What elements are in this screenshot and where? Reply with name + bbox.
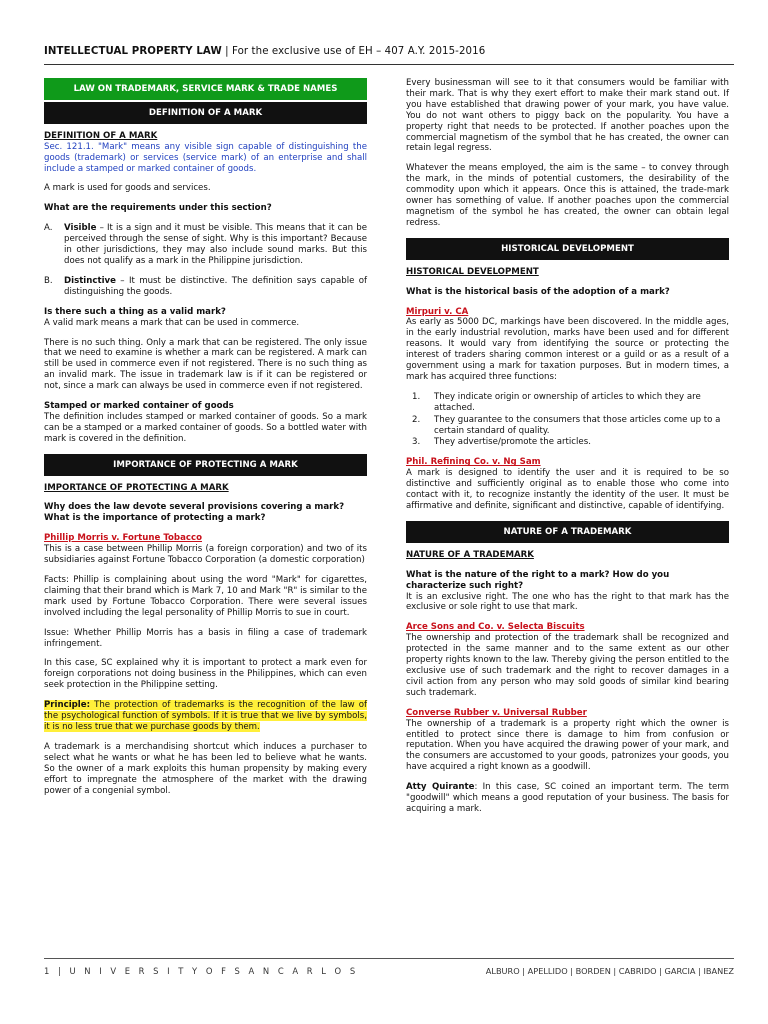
law-provision: Sec. 121.1. "Mark" means any visible sign capable of distinguishing the goods (trademark) or services (service mark) of an enterprise and shall include a stamped or marked container of goods. [44, 141, 367, 174]
list-text: They indicate origin or ownership of articles to which they are attached. [434, 391, 701, 413]
list-item [44, 276, 367, 298]
main-banner: LAW ON TRADEMARK, SERVICE MARK & TRADE NAMES [44, 78, 367, 100]
list-text: They guarantee to the consumers that those articles come up to a certain standard of quality. [434, 414, 721, 436]
paragraph: In this case, SC explained why it is important to protect a mark even for foreign corporations not doing business in the Philippines, which can even seek protection in the Philippine setting. [44, 658, 367, 691]
paragraph: The ownership and protection of the trademark shall be recognized and protected in the same manner and to the same extent as our other property rights known to the law. Thereby giving the person entitled to the exclusive use of such trademark and the right to recover damages in a civil action from any person who may sold goods of similar kind bearing such trademark. [406, 633, 729, 698]
paragraph: This is a case between Phillip Morris (a foreign corporation) and two of its subsidiaries against Fortune Tobacco Corporation (a domestic corporation) [44, 544, 367, 566]
case-title: Arce Sons and Co. v. Selecta Biscuits [406, 622, 585, 633]
paragraph: It is an exclusive right. The one who has the right to that mark has the exclusive or sole right to use that mark. [406, 591, 729, 613]
section-title-importance: IMPORTANCE OF PROTECTING A MARK [44, 482, 229, 493]
paragraph: A mark is used for goods and services. [44, 183, 211, 194]
footer-authors: ALBURO | APELLIDO | BORDEN | CABRIDO | GARCIA | IBANEZ [485, 966, 734, 976]
list-item [406, 392, 729, 414]
list-item [406, 437, 729, 448]
list-marker: 3. [412, 437, 421, 448]
atty-text: : In this case, SC coined an important term. The term "goodwill" which means a good reputation of your business. The basis for acquiring a mark. [406, 782, 729, 814]
case-title: Phillip Morris v. Fortune Tobacco [44, 533, 202, 544]
atty-label: Atty Quirante [406, 782, 475, 793]
paragraph: Facts: Phillip is complaining about using the word "Mark" for cigarettes, claiming that their brand which is Mark 7, 10 and Mark "R" is similar to the mark used by Fortune Tobacco Corporation. There were several issues involved including the legal personality of Phillip Morris to sue in court. [44, 575, 367, 618]
course-title: INTELLECTUAL PROPERTY LAW [44, 46, 222, 57]
term: Visible [64, 223, 97, 234]
page-header [44, 46, 734, 57]
list-marker: 1. [412, 391, 421, 402]
section-title-definition: DEFINITION OF A MARK [44, 130, 158, 141]
paragraph: A mark is designed to identify the user and it is required to be so distinctive and sufficiently original as to enable those who come into contact with it, to recognize instantly the identity of the user. It must be affirmative and definite, significant and distinctive, capable of identifying. [406, 468, 729, 511]
right-column [406, 78, 729, 824]
list-marker: 2. [412, 414, 421, 425]
section-bar-definition: DEFINITION OF A MARK [44, 102, 367, 124]
term-text: – It must be distinctive. The definition says capable of distinguishing the goods. [64, 275, 367, 297]
header-note: | For the exclusive use of EH – 407 A.Y. 2015-2016 [221, 46, 486, 57]
principle-label: Principle: [44, 700, 91, 711]
question: Is there such a thing as a valid mark? [44, 306, 226, 317]
question: Stamped or marked container of goods [44, 401, 234, 412]
question: Why does the law devote several provisions covering a mark? What is the importance of protecting a mark? [44, 502, 345, 524]
list-marker: B. [44, 275, 53, 286]
question: What is the nature of the right to a mark? How do you characterize such right? [406, 569, 670, 591]
requirements-list [44, 223, 367, 297]
term-text: – It is a sign and it must be visible. This means that it can be perceived through the sense of sight. Why is this important? Because in other jurisdictions, they may also include sound marks. But this does not qualify as a mark in the Philippine jurisdiction. [64, 223, 367, 266]
case-title: Converse Rubber v. Universal Rubber [406, 707, 587, 718]
paragraph: There is no such thing. Only a mark that can be registered. The only issue that we need to examine is whether a mark can be registered. A mark can still be used in commerce even if not registered. There is no such thing as an invalid mark. The issue in trademark law is if it can be registered or not, since a mark can always be used in commerce even if not registered. [44, 337, 367, 392]
list-text: They advertise/promote the articles. [434, 437, 591, 448]
section-bar-importance: IMPORTANCE OF PROTECTING A MARK [44, 454, 367, 476]
paragraph: A valid mark means a mark that can be used in commerce. [44, 317, 300, 328]
principle-text: The protection of trademarks is the recognition of the law of the psychological function of symbols. If it is true that we live by symbols, it is no less true that we purchase goods by them. [44, 700, 367, 732]
term: Distinctive [64, 275, 116, 286]
paragraph: As early as 5000 DC, markings have been discovered. In the middle ages, in the early industrial revolution, marks have been used and for different reasons. It would vary from identifying the source or protecting the interest of traders sharing common interest or a guild or as a result of a government using a mark for taxation purposes. But in modern times, a mark has acquired three functions: [406, 317, 729, 382]
list-item [44, 223, 367, 267]
footer-page-school: 1 | U N I V E R S I T Y O F S A N C A R L O S [44, 966, 359, 976]
case-title: Phil. Refining Co. v. Ng Sam [406, 457, 541, 468]
section-bar-nature: NATURE OF A TRADEMARK [406, 521, 729, 543]
atty-paragraph [406, 782, 729, 815]
header-divider [44, 64, 734, 65]
paragraph: The ownership of a trademark is a property right which the owner is entitled to protect since there is damage to him from confusion or reputation. When you have acquired the drawing power of your mark, and the consumers are accustomed to your goods, patronizes your goods, you have acquired a right known as a goodwill. [406, 718, 729, 773]
question: What is the historical basis of the adoption of a mark? [406, 286, 670, 297]
paragraph: A trademark is a merchandising shortcut which induces a purchaser to select what he wants or what he has been led to believe what he wants. So the owner of a mark exploits this human propensity by making every effort to impregnate the atmosphere of the market with the drawing power of a congenial symbol. [44, 741, 367, 796]
paragraph: Whatever the means employed, the aim is the same – to convey through the mark, in the minds of potential customers, the desirability of the commodity upon which it appears. Once this is attained, the trade-mark owner has something of value. If another poaches upon the commercial magnetism of the symbol he has created, the owner can obtain legal redress. [406, 163, 729, 228]
principle-paragraph [44, 700, 367, 733]
paragraph: Every businessman will see to it that consumers would be familiar with their mark. That is why they exert effort to make their mark stand out. If you have established that drawing power of your mark, you have value. You do not want others to piggy back on the popularity. You have a property right that needs to be protected. If another poaches upon the commercial magnetism of the symbol that he has created, the owner can retain legal regress. [406, 78, 729, 154]
section-bar-historical: HISTORICAL DEVELOPMENT [406, 238, 729, 260]
footer-divider [44, 958, 734, 959]
left-column [44, 78, 367, 805]
question: What are the requirements under this section? [44, 203, 272, 214]
section-title-historical: HISTORICAL DEVELOPMENT [406, 266, 539, 277]
paragraph: Issue: Whether Phillip Morris has a basis in filing a case of trademark infringement. [44, 627, 367, 649]
list-marker: A. [44, 223, 53, 234]
functions-list [406, 392, 729, 449]
list-item [406, 415, 729, 437]
case-title: Mirpuri v. CA [406, 306, 469, 317]
section-title-nature: NATURE OF A TRADEMARK [406, 549, 534, 560]
paragraph: The definition includes stamped or marked container of goods. So a mark can be a stamped or a marked container of goods. So a bottled water with mark is covered in the definition. [44, 411, 367, 444]
